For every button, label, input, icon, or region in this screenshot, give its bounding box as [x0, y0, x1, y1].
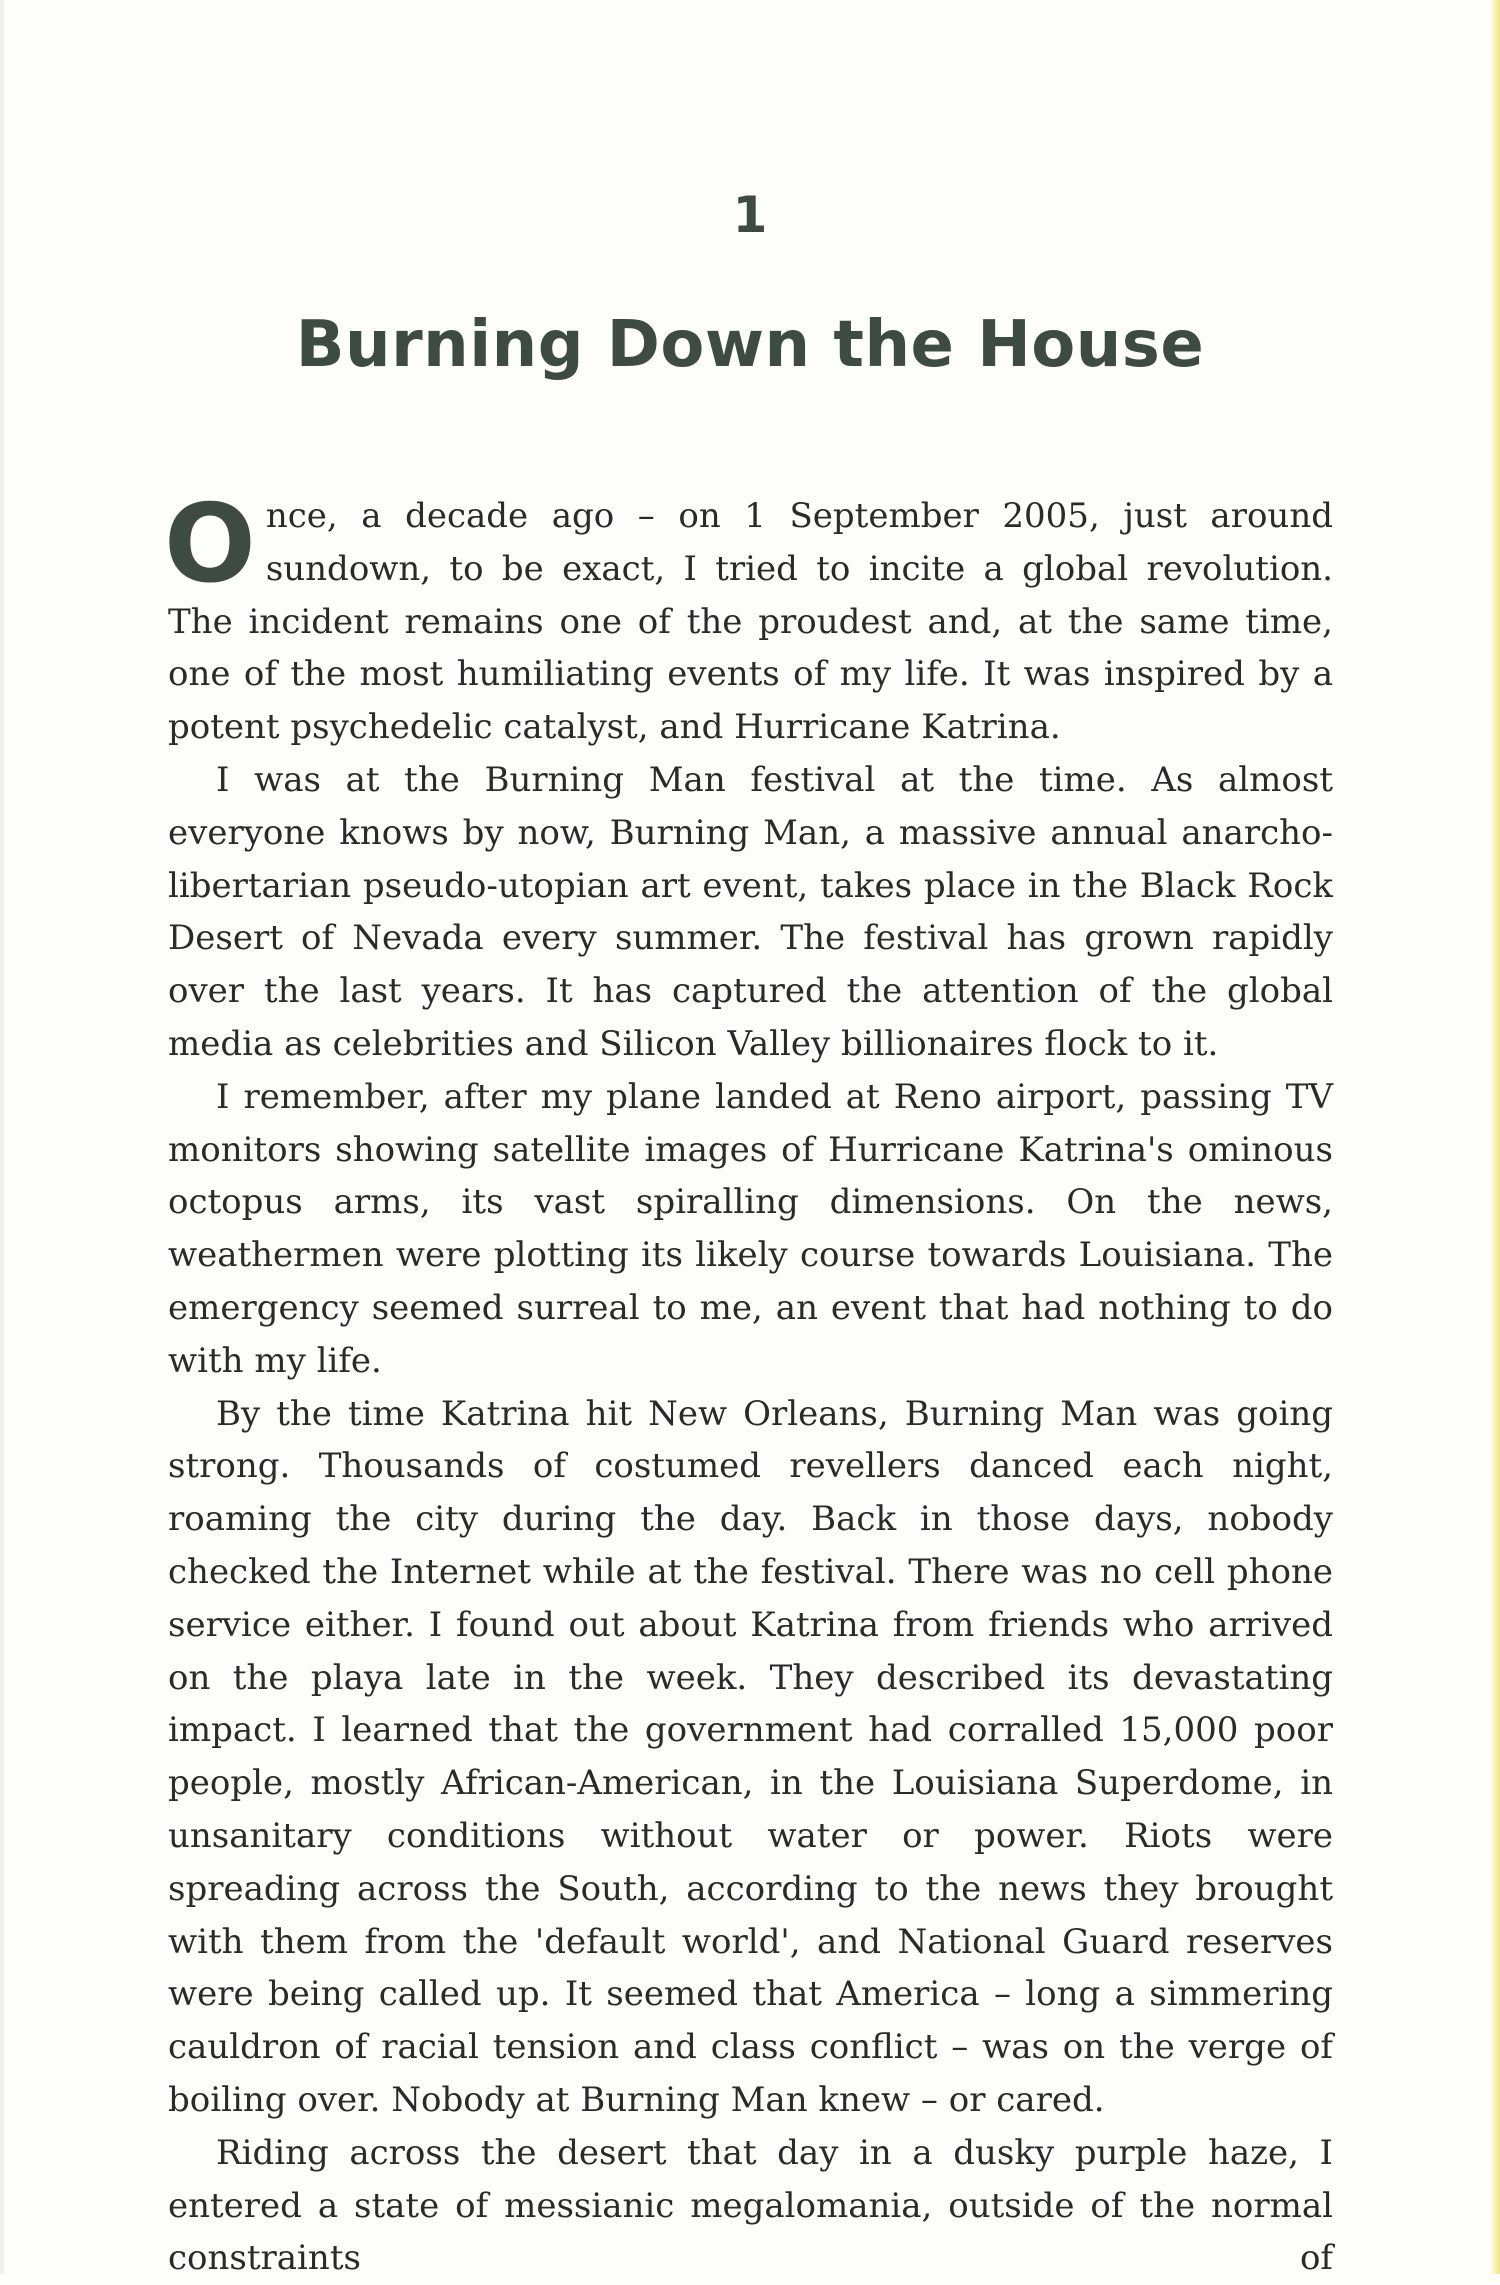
chapter-title: Burning Down the House — [295, 308, 1205, 382]
paragraph-2: I was at the Burning Man festival at the time. As almost everyone knows by now, Burning Man, a massive annual anarcho-libertarian pseudo-utopian art event, takes place in the Black Rock Desert of Nevada every summer. The festival has grown rapidly over the last years. It has captured the attention of the global media as celebrities and Silicon Valley billionaires flock to it. — [168, 759, 1333, 1064]
drop-cap: O — [164, 482, 256, 607]
paragraph-1 — [164, 482, 1333, 754]
chapter-body — [164, 482, 1333, 2285]
paragraph-5: Riding across the desert that day in a dusky purple haze, I entered a state of messianic megalomania, outside of the normal constraints of — [168, 2132, 1333, 2279]
chapter-number: 1 — [732, 186, 768, 244]
paragraph-1-text: nce, a decade ago – on 1 September 2005, just around sundown, to be exact, I tried to incite a global revolution. The incident remains one of the proudest and, at the same time, one of the most humiliating events of my life. It was inspired by a potent psychedelic catalyst, and Hurricane Katrina. — [168, 496, 1333, 748]
paragraph-3: I remember, after my plane landed at Reno airport, passing TV monitors showing satellite images of Hurricane Katrina's ominous octopus arms, its vast spiralling dimensions. On the news, weathermen were plotting its likely course towards Louisiana. The emergency seemed surreal to me, an event that had nothing to do with my life. — [168, 1076, 1333, 1381]
paragraph-4: By the time Katrina hit New Orleans, Burning Man was going strong. Thousands of costumed revellers danced each night, roaming the city during the day. Back in those days, nobody checked the Internet while at the festival. There was no cell phone service either. I found out about Katrina from friends who arrived on the playa late in the week. They described its devastating impact. I learned that the government had corralled 15,000 poor people, mostly African-American, in the Louisiana Superdome, in unsanitary conditions without water or power. Riots were spreading across the South, according to the news they brought with them from the 'default world', and National Guard reserves were being called up. It seemed that America – long a simmering cauldron of racial tension and class conflict – was on the verge of boiling over. Nobody at Burning Man knew – or cared. — [168, 1393, 1333, 2120]
